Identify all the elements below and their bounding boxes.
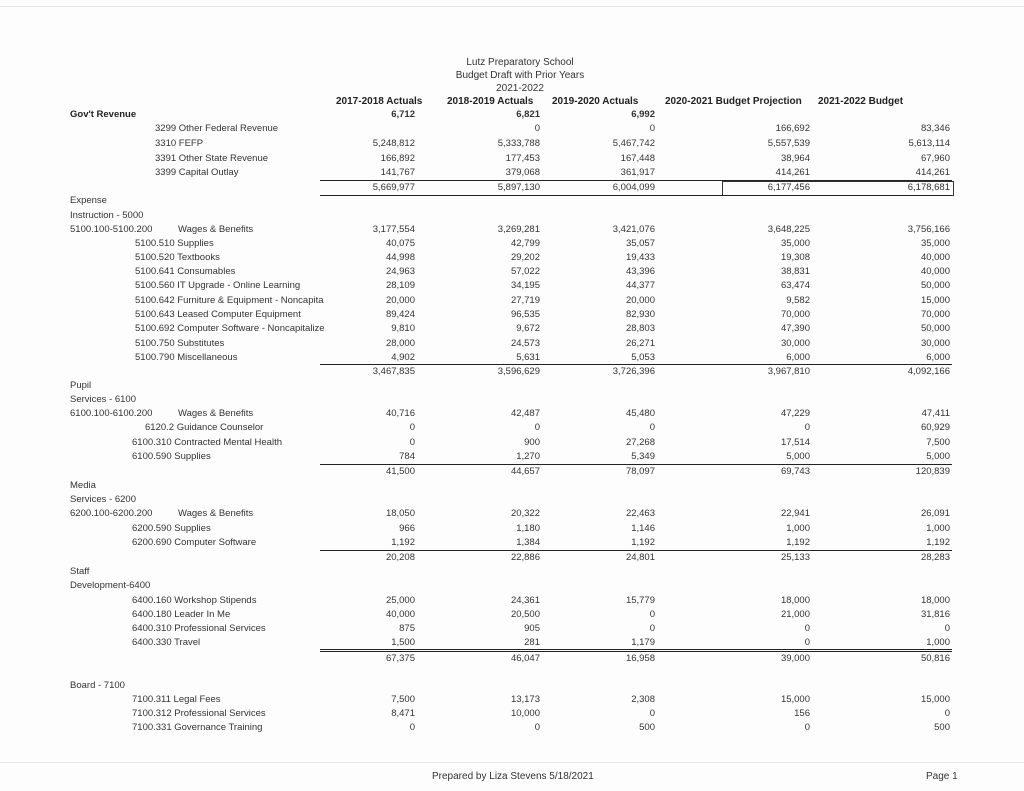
row-value-col3: 3,967,810 (767, 366, 810, 377)
row-value-col2: 6,004,099 (612, 182, 655, 193)
row-value-col1: 34,195 (510, 280, 540, 291)
row-value-col1: 57,022 (510, 266, 540, 277)
row-value-col3: 0 (804, 623, 810, 634)
row-value-col3: 15,000 (780, 694, 810, 705)
row-value-col0: 784 (399, 451, 415, 462)
row-value-col3: 17,514 (780, 437, 810, 448)
table-row (0, 679, 1024, 693)
row-value-col3: 63,474 (780, 280, 810, 291)
report-subtitle: Budget Draft with Prior Years (455, 70, 585, 81)
table-row (0, 565, 1024, 579)
row-value-col0: 7,500 (391, 694, 415, 705)
row-value-col0: 6,712 (391, 109, 415, 120)
scan-edge-bottom (0, 762, 1024, 763)
row-label: Gov't Revenue (70, 109, 137, 120)
row-label: 5100.100-5100.200 (70, 224, 153, 235)
row-value-col2: 22,463 (625, 508, 655, 519)
row-value-col2: 27,268 (625, 437, 655, 448)
page-number: Page 1 (926, 771, 958, 782)
row-value-col2: 28,803 (625, 323, 655, 334)
row-value-col1: 27,719 (510, 295, 540, 306)
row-label: 3299 Other Federal Revenue (155, 123, 279, 134)
total-rule-top (320, 550, 952, 551)
row-value-col4: 1,000 (926, 523, 950, 534)
table-row (0, 436, 1024, 450)
row-label: Media (70, 480, 96, 491)
row-value-col3: 0 (804, 637, 810, 648)
row-value-col0: 40,075 (385, 238, 415, 249)
row-value-col0: 28,000 (385, 338, 415, 349)
row-value-col1: 5,897,130 (497, 182, 540, 193)
row-value-col2: 0 (649, 123, 655, 134)
row-label: Pupil (70, 380, 92, 391)
row-value-col1: 1,270 (516, 451, 540, 462)
table-row (0, 536, 1024, 550)
row-value-col1: 46,047 (510, 653, 540, 664)
row-label: 5100.643 Leased Computer Equipment (135, 309, 301, 320)
row-value-col4: 1,000 (926, 637, 950, 648)
col-header-2020-projection: 2020-2021 Budget Projection (665, 96, 802, 107)
table-row (0, 223, 1024, 237)
row-label: 6200.590 Supplies (132, 523, 211, 534)
row-value-col4: 120,839 (915, 466, 950, 477)
row-value-col3: 39,000 (780, 653, 810, 664)
row-value-col2: 3,726,396 (612, 366, 655, 377)
row-value-col0: 966 (399, 523, 415, 534)
row-value-col0: 1,192 (391, 537, 415, 548)
row-label: 6400.180 Leader In Me (132, 609, 231, 620)
row-value-col0: 141,767 (380, 167, 415, 178)
row-value-col1: 3,269,281 (497, 224, 540, 235)
row-value-col4: 31,816 (920, 609, 950, 620)
row-value-col4: 70,000 (920, 309, 950, 320)
row-value-col4: 83,346 (920, 123, 950, 134)
row-value-col3: 0 (804, 722, 810, 733)
row-value-col1: 6,821 (516, 109, 540, 120)
row-value-col2: 16,958 (625, 653, 655, 664)
row-value-col4: 4,092,166 (907, 366, 950, 377)
row-value-col0: 5,248,812 (372, 138, 415, 149)
row-label: 7100.331 Governance Training (132, 722, 263, 733)
row-value-col4: 500 (934, 722, 950, 733)
row-sublabel: Wages & Benefits (178, 408, 254, 419)
row-value-col0: 40,000 (385, 609, 415, 620)
row-value-col1: 22,886 (510, 552, 540, 563)
row-value-col2: 15,779 (625, 595, 655, 606)
row-value-col0: 5,669,977 (372, 182, 415, 193)
row-value-col2: 44,377 (625, 280, 655, 291)
table-row (0, 707, 1024, 721)
row-value-col2: 5,349 (631, 451, 655, 462)
row-value-col1: 9,672 (516, 323, 540, 334)
row-value-col3: 6,000 (786, 352, 810, 363)
table-row (0, 594, 1024, 608)
row-value-col4: 28,283 (920, 552, 950, 563)
table-row (0, 693, 1024, 707)
row-value-col1: 29,202 (510, 252, 540, 263)
row-value-col4: 35,000 (920, 238, 950, 249)
fiscal-year: 2021-2022 (496, 83, 544, 94)
table-row (0, 122, 1024, 136)
row-value-col4: 0 (944, 623, 950, 634)
row-value-col0: 4,902 (391, 352, 415, 363)
row-value-col0: 24,963 (385, 266, 415, 277)
row-value-col2: 0 (649, 609, 655, 620)
school-name: Lutz Preparatory School (466, 57, 574, 68)
row-value-col3: 30,000 (780, 338, 810, 349)
row-value-col3: 19,308 (780, 252, 810, 263)
row-value-col1: 3,596,629 (497, 366, 540, 377)
row-value-col3: 1,192 (786, 537, 810, 548)
row-value-col0: 41,500 (385, 466, 415, 477)
row-label: Expense (70, 195, 107, 206)
row-value-col2: 45,480 (625, 408, 655, 419)
row-value-col4: 47,411 (921, 408, 950, 419)
row-value-col2: 1,192 (631, 537, 655, 548)
table-row (0, 265, 1024, 279)
row-value-col3: 69,743 (780, 466, 810, 477)
table-row (0, 579, 1024, 593)
row-value-col0: 25,000 (385, 595, 415, 606)
row-value-col1: 905 (524, 623, 540, 634)
row-label: 7100.312 Professional Services (132, 708, 266, 719)
row-value-col0: 0 (409, 422, 415, 433)
row-value-col0: 28,109 (385, 280, 415, 291)
row-value-col1: 0 (534, 123, 540, 134)
table-row (0, 279, 1024, 293)
table-row (0, 194, 1024, 208)
row-value-col1: 5,631 (516, 352, 540, 363)
table-row (0, 308, 1024, 322)
row-value-col2: 1,146 (631, 523, 655, 534)
row-value-col1: 13,173 (510, 694, 540, 705)
row-label: 3399 Capital Outlay (155, 167, 239, 178)
table-row (0, 450, 1024, 464)
table-row (0, 379, 1024, 393)
row-value-col4: 40,000 (920, 266, 950, 277)
table-row (0, 522, 1024, 536)
row-label: 6100.310 Contracted Mental Health (132, 437, 282, 448)
table-row (0, 608, 1024, 622)
table-row (0, 322, 1024, 336)
total-rule-top (320, 464, 952, 465)
row-value-col1: 0 (534, 722, 540, 733)
row-value-col0: 44,998 (385, 252, 415, 263)
total-row (0, 551, 1024, 565)
row-value-col2: 43,396 (625, 266, 655, 277)
row-value-col3: 47,390 (780, 323, 810, 334)
row-value-col3: 21,000 (780, 609, 810, 620)
total-rule-double (320, 649, 952, 650)
col-header-2019: 2019-2020 Actuals (552, 96, 639, 107)
total-row (0, 652, 1024, 666)
row-value-col4: 30,000 (920, 338, 950, 349)
row-label: Board - 7100 (70, 680, 125, 691)
row-label: 6200.100-6200.200 (70, 508, 153, 519)
table-row (0, 137, 1024, 151)
table-row (0, 108, 1024, 122)
total-row (0, 465, 1024, 479)
row-value-col4: 50,000 (920, 323, 950, 334)
total-row (0, 365, 1024, 379)
row-value-col2: 361,917 (620, 167, 655, 178)
row-label: Instruction - 5000 (70, 210, 144, 221)
table-row (0, 622, 1024, 636)
row-label: Services - 6200 (70, 494, 137, 505)
total-rule-top (320, 651, 952, 652)
row-value-col3: 47,229 (780, 408, 810, 419)
row-value-col2: 0 (649, 422, 655, 433)
row-value-col1: 44,657 (510, 466, 540, 477)
table-row (0, 636, 1024, 650)
row-value-col3: 6,177,456 (767, 182, 810, 193)
row-value-col4: 3,756,166 (907, 224, 950, 235)
row-value-col3: 0 (804, 422, 810, 433)
table-row (0, 393, 1024, 407)
row-label: 5100.790 Miscellaneous (135, 352, 238, 363)
row-value-col0: 18,050 (385, 508, 415, 519)
table-row (0, 237, 1024, 251)
table-row (0, 351, 1024, 365)
table-row (0, 166, 1024, 180)
row-value-col3: 414,261 (775, 167, 810, 178)
table-row (0, 251, 1024, 265)
table-row (0, 493, 1024, 507)
total-rule-top (320, 364, 952, 365)
table-row (0, 421, 1024, 435)
row-value-col3: 1,000 (786, 523, 810, 534)
row-value-col4: 5,000 (926, 451, 950, 462)
row-label: 6400.160 Workshop Stipends (132, 595, 257, 606)
table-row (0, 721, 1024, 735)
row-value-col1: 42,799 (510, 238, 540, 249)
table-row (0, 666, 1024, 680)
row-label: 6120.2 Guidance Counselor (145, 422, 264, 433)
table-row (0, 152, 1024, 166)
row-label: 6400.310 Professional Services (132, 623, 266, 634)
row-value-col2: 2,308 (631, 694, 655, 705)
table-row (0, 209, 1024, 223)
row-value-col1: 900 (524, 437, 540, 448)
row-value-col2: 24,801 (625, 552, 655, 563)
row-value-col3: 38,831 (780, 266, 810, 277)
row-value-col3: 18,000 (780, 595, 810, 606)
row-label: 3310 FEFP (155, 138, 204, 149)
row-value-col0: 3,177,554 (372, 224, 415, 235)
row-value-col2: 167,448 (620, 153, 655, 164)
row-value-col0: 67,375 (385, 653, 415, 664)
row-value-col3: 9,582 (786, 295, 810, 306)
row-value-col4: 414,261 (915, 167, 950, 178)
row-value-col4: 5,613,114 (908, 138, 950, 149)
row-value-col0: 1,500 (391, 637, 415, 648)
row-label: 6200.690 Computer Software (132, 537, 257, 548)
row-value-col1: 24,573 (510, 338, 540, 349)
row-value-col3: 3,648,225 (767, 224, 810, 235)
row-label: 3391 Other State Revenue (155, 153, 269, 164)
row-value-col1: 10,000 (510, 708, 540, 719)
row-value-col2: 1,179 (631, 637, 655, 648)
table-row (0, 407, 1024, 421)
row-value-col3: 38,964 (780, 153, 810, 164)
row-value-col4: 67,960 (920, 153, 950, 164)
row-label: 6100.590 Supplies (132, 451, 211, 462)
row-value-col1: 24,361 (510, 595, 540, 606)
row-value-col2: 78,097 (625, 466, 655, 477)
row-value-col1: 20,322 (510, 508, 540, 519)
row-value-col0: 9,810 (391, 323, 415, 334)
row-value-col1: 281 (524, 637, 540, 648)
row-value-col4: 18,000 (920, 595, 950, 606)
row-sublabel: Wages & Benefits (178, 224, 254, 235)
row-value-col3: 70,000 (780, 309, 810, 320)
row-value-col0: 0 (409, 722, 415, 733)
scan-edge-top (0, 6, 1024, 7)
row-label: 7100.311 Legal Fees (132, 694, 221, 705)
row-value-col1: 96,535 (510, 309, 540, 320)
row-value-col3: 5,557,539 (767, 138, 810, 149)
row-value-col3: 35,000 (780, 238, 810, 249)
row-label: Services - 6100 (70, 394, 137, 405)
row-value-col2: 500 (639, 722, 655, 733)
row-label: Staff (70, 566, 90, 577)
prepared-by: Prepared by Liza Stevens 5/18/2021 (432, 771, 594, 782)
row-value-col1: 5,333,788 (497, 138, 540, 149)
row-value-col1: 1,180 (516, 523, 540, 534)
row-value-col0: 20,208 (385, 552, 415, 563)
row-value-col4: 50,000 (920, 280, 950, 291)
row-value-col2: 6,992 (631, 109, 655, 120)
row-value-col2: 3,421,076 (612, 224, 655, 235)
row-value-col2: 19,433 (625, 252, 655, 263)
table-row (0, 294, 1024, 308)
row-value-col1: 0 (534, 422, 540, 433)
row-value-col3: 25,133 (780, 552, 810, 563)
row-value-col0: 20,000 (385, 295, 415, 306)
row-value-col2: 5,053 (631, 352, 655, 363)
row-value-col4: 0 (944, 708, 950, 719)
row-value-col0: 875 (399, 623, 415, 634)
row-value-col2: 0 (649, 708, 655, 719)
row-value-col4: 60,929 (920, 422, 950, 433)
row-value-col0: 0 (409, 437, 415, 448)
row-label: 5100.560 IT Upgrade - Online Learning (135, 280, 301, 291)
row-label: 5100.520 Textbooks (135, 252, 220, 263)
row-value-col0: 89,424 (385, 309, 415, 320)
row-label: Development-6400 (70, 580, 151, 591)
row-value-col4: 50,816 (920, 653, 950, 664)
col-header-2017: 2017-2018 Actuals (336, 96, 423, 107)
row-value-col4: 1,192 (926, 537, 950, 548)
row-value-col4: 6,000 (926, 352, 950, 363)
col-header-2018: 2018-2019 Actuals (447, 96, 534, 107)
row-value-col4: 7,500 (926, 437, 950, 448)
row-value-col3: 22,941 (780, 508, 810, 519)
row-label: 5100.692 Computer Software - Noncapitalize (135, 323, 325, 334)
row-value-col1: 1,384 (516, 537, 540, 548)
row-value-col0: 3,467,835 (372, 366, 415, 377)
table-row (0, 507, 1024, 521)
row-value-col1: 20,500 (510, 609, 540, 620)
table-row (0, 337, 1024, 351)
row-value-col4: 15,000 (920, 694, 950, 705)
row-value-col4: 6,178,681 (907, 182, 950, 193)
row-value-col0: 8,471 (391, 708, 415, 719)
row-label: 6400.330 Travel (132, 637, 201, 648)
row-value-col3: 5,000 (786, 451, 810, 462)
row-label: 5100.641 Consumables (135, 266, 236, 277)
row-value-col2: 26,271 (625, 338, 655, 349)
row-value-col3: 166,692 (775, 123, 810, 134)
row-value-col2: 82,930 (625, 309, 655, 320)
row-value-col1: 379,068 (505, 167, 540, 178)
row-value-col1: 177,453 (505, 153, 540, 164)
row-value-col2: 5,467,742 (612, 138, 655, 149)
row-value-col4: 40,000 (920, 252, 950, 263)
row-label: 5100.750 Substitutes (135, 338, 225, 349)
row-value-col0: 166,892 (380, 153, 415, 164)
row-value-col2: 20,000 (625, 295, 655, 306)
row-value-col0: 40,716 (385, 408, 415, 419)
row-label: 5100.642 Furniture & Equipment - Noncapita (135, 295, 324, 306)
row-value-col2: 35,057 (625, 238, 655, 249)
row-value-col1: 42,487 (510, 408, 540, 419)
table-row (0, 479, 1024, 493)
row-value-col4: 26,091 (920, 508, 950, 519)
row-label: 5100.510 Supplies (135, 238, 214, 249)
row-value-col2: 0 (649, 623, 655, 634)
row-label: 6100.100-6100.200 (70, 408, 153, 419)
row-value-col3: 156 (794, 708, 810, 719)
row-value-col4: 15,000 (920, 295, 950, 306)
col-header-2021-budget: 2021-2022 Budget (818, 96, 904, 107)
row-sublabel: Wages & Benefits (178, 508, 254, 519)
